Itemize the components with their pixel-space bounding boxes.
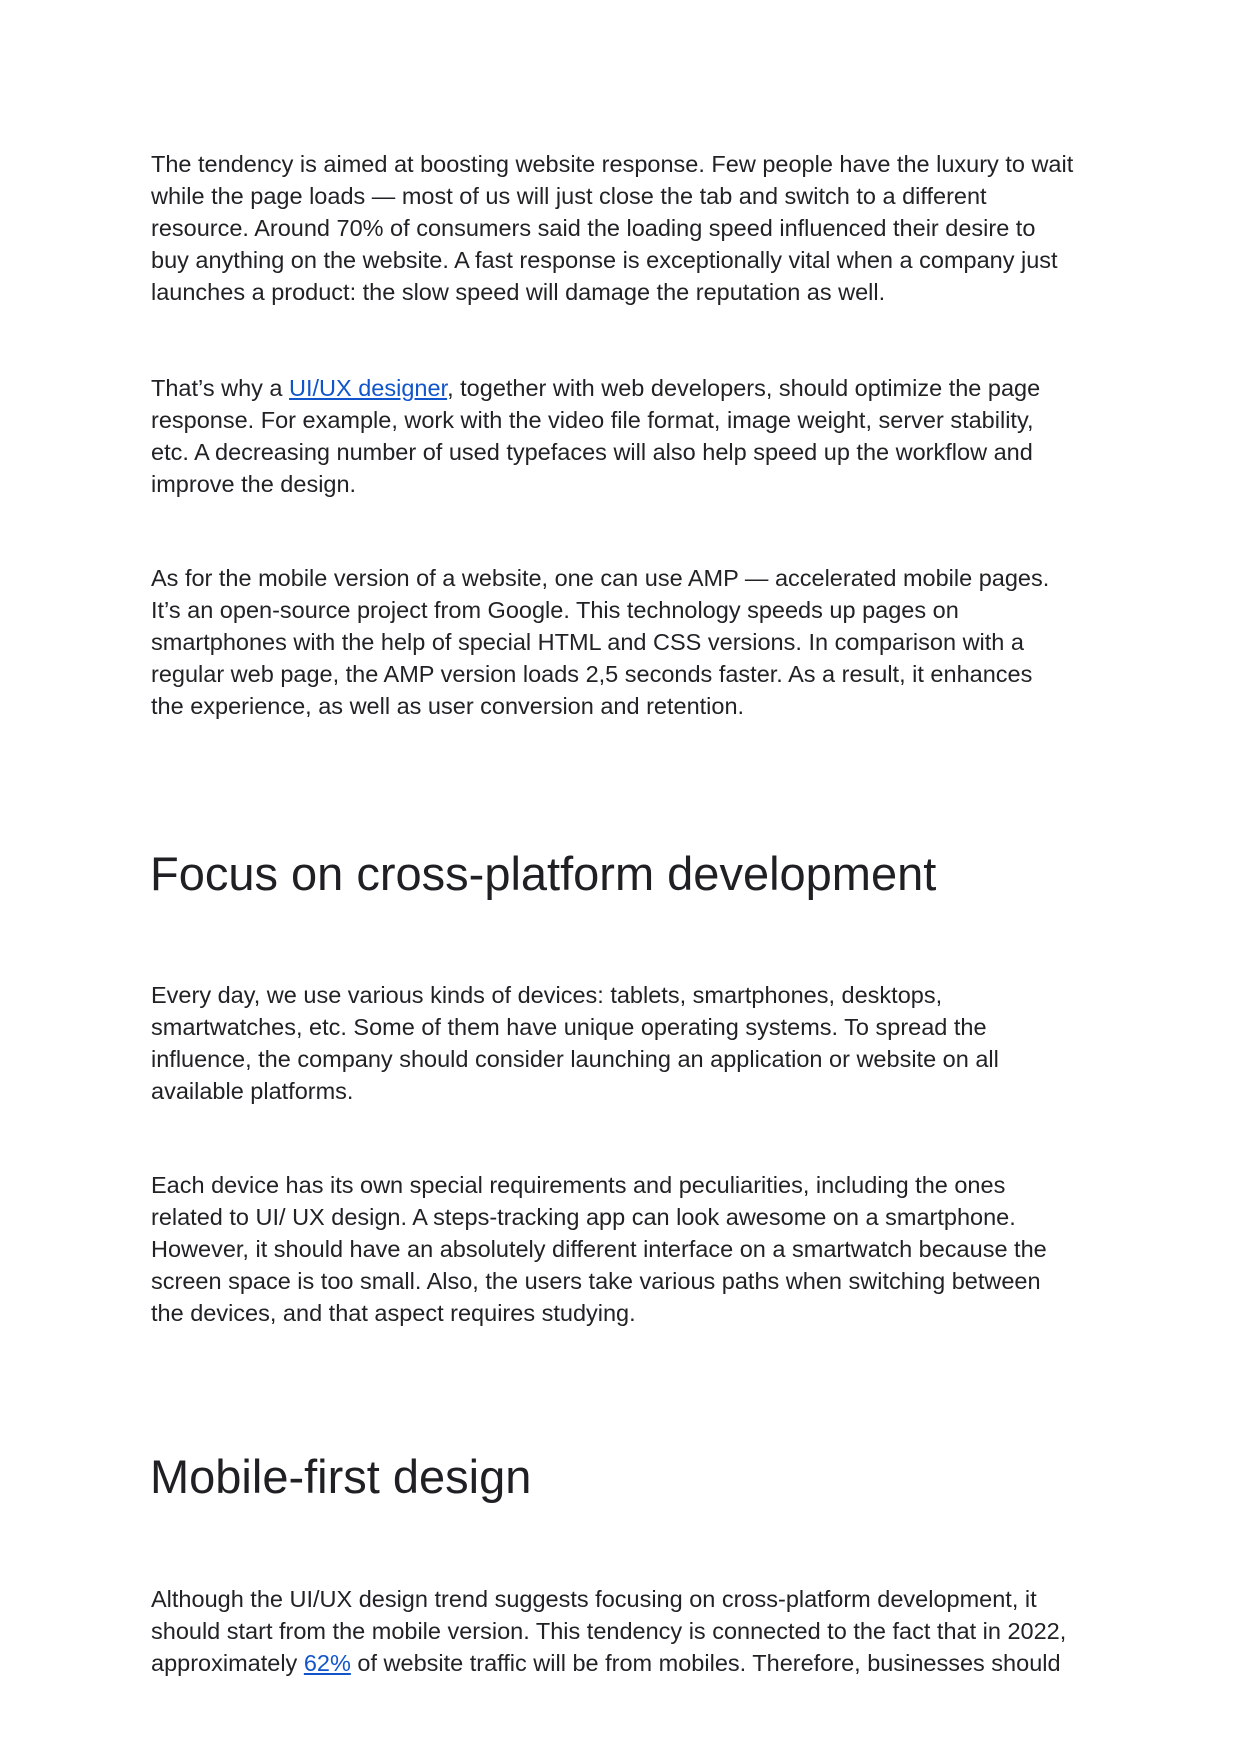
text-line xyxy=(151,1647,1111,1679)
text-line: regular web page, the AMP version loads 2,5 seconds faster. As a result, it enhances xyxy=(151,661,1033,687)
text-line: resource. Around 70% of consumers said the loading speed influenced their desire to xyxy=(151,215,1036,241)
text-line: launches a product: the slow speed will damage the reputation as well. xyxy=(151,279,886,305)
text-line: the experience, as well as user conversion and retention. xyxy=(151,693,745,719)
paragraph-device-requirements xyxy=(151,1169,1111,1329)
text-line: improve the design. xyxy=(151,471,357,497)
text-line: related to UI/ UX design. A steps-tracking app can look awesome on a smartphone. xyxy=(151,1204,1016,1230)
text-segment: of website traffic will be from mobiles. Therefore, businesses should xyxy=(350,1650,1061,1676)
text-line: However, it should have an absolutely different interface on a smartwatch because the xyxy=(151,1236,1047,1262)
text-line: Each device has its own special requirements and peculiarities, including the ones xyxy=(151,1172,1006,1198)
paragraph-amp xyxy=(151,562,1111,722)
paragraph-website-response xyxy=(151,148,1111,308)
paragraph-devices xyxy=(151,979,1111,1107)
text-line: response. For example, work with the video file format, image weight, server stability, xyxy=(151,407,1034,433)
text-segment: approximately xyxy=(151,1650,304,1676)
text-line: etc. A decreasing number of used typefaces will also help speed up the workflow and xyxy=(151,439,1033,465)
text-line: The tendency is aimed at boosting website response. Few people have the luxury to wait xyxy=(151,151,1074,177)
text-line: the devices, and that aspect requires studying. xyxy=(151,1300,636,1326)
text-segment: , together with web developers, should optimize the page xyxy=(447,375,1041,401)
text-line: As for the mobile version of a website, one can use AMP — accelerated mobile pages. xyxy=(151,565,1050,591)
text-line xyxy=(151,372,1111,404)
paragraph-optimize-response xyxy=(151,372,1111,500)
text-line: Although the UI/UX design trend suggests focusing on cross-platform development, it xyxy=(151,1586,1037,1612)
mobile-traffic-stat-link[interactable]: 62% xyxy=(303,1650,351,1676)
text-line: should start from the mobile version. This tendency is connected to the fact that in 2022, xyxy=(151,1618,1067,1644)
text-line: buy anything on the website. A fast response is exceptionally vital when a company just xyxy=(151,247,1058,273)
text-line: smartwatches, etc. Some of them have unique operating systems. To spread the xyxy=(151,1014,987,1040)
text-line: It’s an open-source project from Google. This technology speeds up pages on xyxy=(151,597,959,623)
heading-cross-platform: Focus on cross-platform development xyxy=(150,847,937,900)
text-line: while the page loads — most of us will just close the tab and switch to a different xyxy=(151,183,987,209)
text-line: influence, the company should consider launching an application or website on all xyxy=(151,1046,999,1072)
text-line: Every day, we use various kinds of devices: tablets, smartphones, desktops, xyxy=(151,982,943,1008)
text-line: screen space is too small. Also, the users take various paths when switching between xyxy=(151,1268,1041,1294)
text-line: smartphones with the help of special HTML and CSS versions. In comparison with a xyxy=(151,629,1024,655)
heading-mobile-first: Mobile-first design xyxy=(150,1450,532,1503)
ui-ux-designer-link[interactable]: UI/UX designer xyxy=(289,375,448,401)
text-segment: That’s why a xyxy=(151,375,290,401)
paragraph-mobile-traffic xyxy=(151,1583,1111,1679)
text-line: available platforms. xyxy=(151,1078,354,1104)
